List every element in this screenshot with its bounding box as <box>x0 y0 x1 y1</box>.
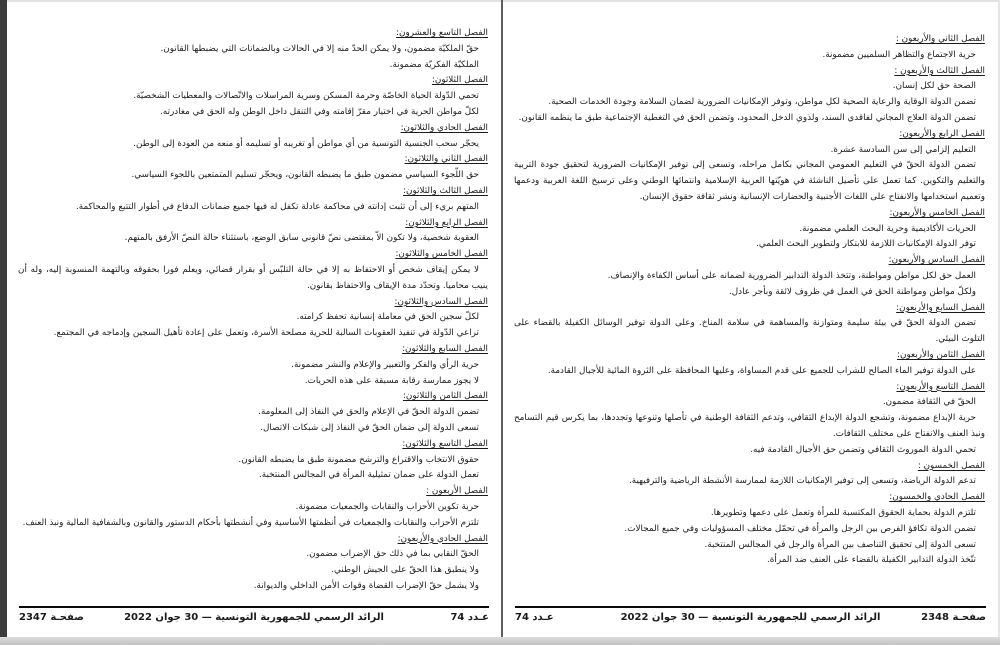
chapter-heading: الفصل الثالث والأربعون : <box>894 65 985 76</box>
body-paragraph: العقوبة شخصية، ولا تكون الاّ بمقتضى نصّ قانوني سابق الوضع، باستثناء حالة النصّ الأرفق بالمتهم. <box>124 233 479 244</box>
body-paragraph: تراعي الدّولة في تنفيذ العقوبات السالبة للحرية مصلحة الأسرة، وتعمل على إعادة تأهيل السجين وإدماجه في المجتمع. <box>53 328 479 339</box>
chapter-heading: الفصل الحادي والخمسون: <box>889 492 985 503</box>
chapter-heading: الفصل الرابع والأربعون: <box>899 128 985 139</box>
body-paragraph: توفر الدولة الإمكانيات اللازمة للابتكار ولتطوير البحث العلمي. <box>756 239 976 250</box>
body-paragraph: الملكيّة الفكريّة مضمونة. <box>389 59 479 70</box>
chapter-heading: الفصل التاسع والثلاثون: <box>402 438 488 449</box>
body-paragraph: لا يجوز ممارسة رقابة مسبقة على هذه الحريات. <box>304 375 479 386</box>
body-paragraph: الحقّ النقابي بما في ذلك حق الإضراب مضمون. <box>306 549 479 560</box>
chapter-heading: الفصل الحادي والأربعون: <box>397 533 488 544</box>
body-paragraph: حرية الاجتماع والتظاهر السلميين مضمونة. <box>822 49 976 60</box>
body-paragraph: ولا يشمل حقّ الإضراب القضاة وقوات الأمن الداخلي والديوانة. <box>253 580 479 591</box>
page-right-text-column <box>514 0 985 597</box>
footer-issue-number: عـدد 74 <box>450 612 489 623</box>
footer-page-number: صفحـة 2348 <box>921 612 986 623</box>
body-paragraph: حقّ الملكيّة مضمون، ولا يمكن الحدّ منه إلا في الحالات وبالضمانات التي يضبطها القانون. <box>160 43 479 54</box>
body-paragraph: تضمن الدولة الحقّ في التعليم العمومي المجاني بكامل مراحله، وتسعى إلى توفير الإمكانيات الضرورية لتحقيق جودة التربية والتعليم والتكوين. كما تعمل على تأصيل الناشئة في هويّتها العربية الإسلامية وانتمائها الوطني وعلى ترسيخ اللغة العربية ودعمها وتعميم استخدامها والانفتاح على اللغات الأجنبية والحضارات الإنسانية ونشر ثقافة حقوق الإنسان. <box>514 160 985 202</box>
chapter-heading: الفصل السادس والثلاثون: <box>394 296 488 307</box>
body-paragraph: تدعم الدولة الرياضة، وتسعى إلى توفير الإمكانيات اللازمة لممارسة الأنشطة الرياضية والترفيهية. <box>628 476 976 487</box>
body-paragraph: حرية الإبداع مضمونة، وتشجع الدولة الإبداع الثقافي، وتدعم الثقافة الوطنية في تأصلها وتنوعها وتجددها، بما يكرس قيم التسامح ونبذ العنف والانفتاح على مختلف الثقافات. <box>514 413 985 439</box>
body-paragraph: على الدولة توفير الماء الصالح للشراب للجميع على قدم المساواة، وعليها المحافظة على الثروة المائية للأجيال القادمة. <box>547 365 976 376</box>
body-paragraph: تعمل الدولة على ضمان تمثيلية المرأة في المجالس المنتخبة. <box>259 470 479 481</box>
page-left-2347 <box>7 0 501 637</box>
body-paragraph: تضمن الدولة تكافؤ الفرص بين الرجل والمرأة في تحمّل مختلف المسؤوليات وفي جميع المجالات. <box>624 523 976 534</box>
chapter-heading: الفصل الخامس والثلاثون: <box>395 249 488 260</box>
chapter-heading: الفصل الخامس والأربعون: <box>889 207 985 218</box>
body-paragraph: تسعى الدولة إلى تحقيق التناصف بين المرأة والرجل في المجالس المنتخبة. <box>704 539 976 550</box>
body-paragraph: حرية الرأي والفكر والتعبير والإعلام والنشر مضمونة. <box>291 359 479 370</box>
body-paragraph: العمل حق لكل مواطن ومواطنة، وتتخذ الدولة التدابير الضرورية لضمانه على أساس الكفاءة والإنصاف. <box>607 270 976 281</box>
body-paragraph: لكلّ مواطن الحرية في اختيار مقرّ إقامته وفي التنقل داخل الوطن وله الحق في مغادرته. <box>160 106 479 117</box>
footer-issue-number: عـدد 74 <box>515 612 554 623</box>
body-paragraph: تسعى الدولة إلى ضمان الحقّ في النفاذ إلى شبكات الاتصال. <box>260 422 479 433</box>
body-paragraph: لا يمكن إيقاف شخص أو الاحتفاظ به إلا في حالة التلبّس أو بقرار قضائي، ويعلم فورا بحقوقه وبالتهمة المنسوبة إليه، وله أن ينيب محاميا. وتحدّد مدة الإيقاف والاحتفاظ بقانون. <box>18 264 488 291</box>
scan-bottom-edge <box>0 637 1000 645</box>
body-paragraph: تضمن الدولة العلاج المجاني لفاقدي السند، ولذوي الدخل المحدود، وتضمن الحق في التغطية الإجتماعية طبق ما ينظمه القانون. <box>518 112 976 123</box>
body-paragraph: حقوق الانتخاب والاقتراع والترشح مضمونة طبق ما يضبطه القانون. <box>238 454 479 465</box>
body-paragraph: تلتزم الدولة بحماية الحقوق المكتسبة للمرأة وتعمل على دعمها وتطويرها. <box>710 507 976 518</box>
chapter-heading: الفصل السادس والأربعون: <box>888 255 985 266</box>
body-paragraph: تضمن الدولة الحقّ في بيئة سليمة ومتوازنة والمساهمة في سلامة المناخ. وعلى الدولة توفير الوسائل الكفيلة بالقضاء على التلوث البيئي. <box>514 318 985 345</box>
page-right-footer <box>515 606 986 624</box>
body-paragraph: تحمي الدولة الموروث الثقافي وتضمن حق الأجيال القادمة فيه. <box>750 444 976 455</box>
body-paragraph: تتّخذ الدولة التدابير الكفيلة بالقضاء على العنف ضد المرأة. <box>767 555 976 566</box>
chapter-heading: الفصل الأربعون : <box>426 486 488 497</box>
body-paragraph: تضمن الدولة الحقّ في الإعلام والحق في النفاذ إلى المعلومة. <box>258 407 479 418</box>
chapter-heading: الفصل السابع والأربعون: <box>896 302 985 313</box>
chapter-heading: الفصل الثالث والثلاثون: <box>403 185 488 196</box>
footer-journal-title: الرائد الرسمي للجمهورية التونسية — 30 جوان 2022 <box>620 612 881 623</box>
scan-left-edge-shadow <box>0 0 7 637</box>
chapter-heading: الفصل السابع والثلاثون: <box>402 343 488 354</box>
body-paragraph: تحمي الدّولة الحياة الخاصّة وحرمة المسكن وسرية المراسلات والاتّصالات والمعطيات الشخصيّة. <box>133 91 479 102</box>
body-paragraph: يحجّر سحب الجنسية التونسية من أي مواطن أو تغريبه أو تسليمه أو منعه من العودة إلى الوطن. <box>133 138 479 149</box>
page-right-2348 <box>503 0 998 637</box>
body-paragraph: الحريات الأكاديمية وحرية البحث العلمي مضمونة. <box>799 223 976 234</box>
chapter-heading: الفصل الرابع والثلاثون: <box>405 217 488 228</box>
body-paragraph: الحقّ في الثقافة مضمون. <box>882 397 976 408</box>
chapter-heading: الفصل الثامن والأربعون: <box>897 349 985 360</box>
chapter-heading: الفصل التاسع والأربعون: <box>896 381 985 392</box>
page-left-text-column <box>18 0 488 597</box>
body-paragraph: ولا ينطبق هذا الحقّ على الجيش الوطني. <box>331 565 479 576</box>
chapter-heading: الفصل الثاني والأربعون : <box>895 34 985 44</box>
chapter-heading: الفصل التاسع والعشرون: <box>396 28 488 38</box>
body-paragraph: التعليم إلزامي إلى سن السادسة عشرة. <box>830 144 976 155</box>
chapter-heading: الفصل الحادي والثلاثون: <box>400 122 488 133</box>
chapter-heading: الفصل الخمسون : <box>917 460 985 471</box>
body-paragraph: لكلّ سجين الحق في معاملة إنسانية تحفظ كرامته. <box>296 312 479 323</box>
chapter-heading: الفصل الثامن والثلاثون: <box>402 391 488 402</box>
footer-journal-title: الرائد الرسمي للجمهورية التونسية — 30 جوان 2022 <box>124 612 384 623</box>
footer-page-number: صفحـة 2347 <box>19 612 84 623</box>
page-left-footer <box>19 606 489 624</box>
chapter-heading: الفصل الثاني والثلاثون: <box>404 154 488 165</box>
body-paragraph: تضمن الدولة الوقاية والرعاية الصحية لكل مواطن، وتوفر الإمكانيات الضرورية لضمان السلامة وجودة الخدمات الصحية. <box>548 97 976 108</box>
body-paragraph: المتهم بريء إلى أن تثبت إدانته في محاكمة عادلة تكفل له فيها جميع ضمانات الدفاع في أطوار التتبع والمحاكمة. <box>75 201 479 212</box>
body-paragraph: تلتزم الأحزاب والنقابات والجمعيات في أنظمتها الأساسية وفي أنشطتها بأحكام الدستور والقانون وبالشفافية المالية ونبذ العنف. <box>22 517 479 528</box>
body-paragraph: حرية تكوين الأحزاب والنقابات والجمعيات مضمونة. <box>295 501 479 512</box>
body-paragraph: الصحة حق لكل إنسان. <box>892 81 976 92</box>
chapter-heading: الفصل الثلاثون: <box>431 75 488 86</box>
body-paragraph: ولكلّ مواطن ومواطنة الحق في العمل في ظروف لائقة وبأجر عادل. <box>728 286 976 297</box>
body-paragraph: حق اللّجوء السياسي مضمون طبق ما يضبطه القانون، ويحجّر تسليم المتمتعين باللجوء السياسي. <box>131 170 479 181</box>
